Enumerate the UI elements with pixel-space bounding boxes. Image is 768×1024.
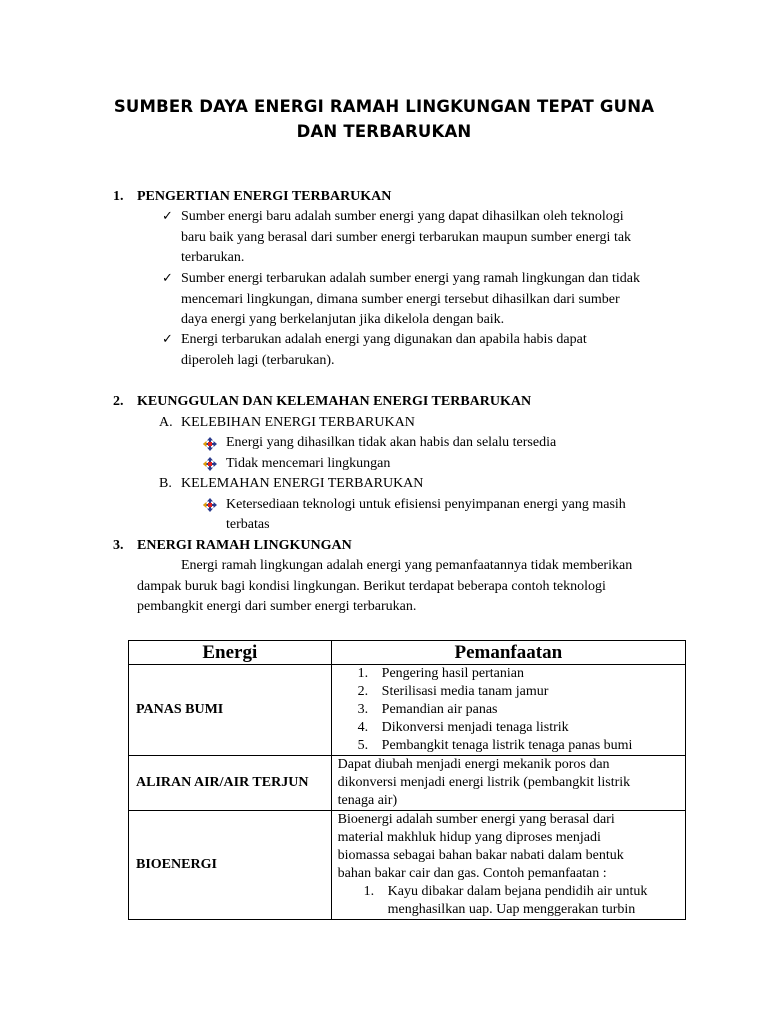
subsection-b-letter: B. bbox=[159, 476, 172, 491]
uses-cell bbox=[331, 756, 685, 811]
four-way-arrow-icon bbox=[203, 457, 217, 471]
section-1-bullet-2-line-1: Sumber energi terbarukan adalah sumber energi yang ramah lingkungan dan tidak bbox=[181, 271, 640, 286]
disadvantage-item-1-line-2: terbatas bbox=[226, 517, 270, 532]
desc-line: material makhluk hidup yang diproses menjadi bbox=[337, 830, 601, 845]
list-text: Dikonversi menjadi tenaga listrik bbox=[381, 720, 569, 735]
list-text: Sterilisasi media tanam jamur bbox=[381, 684, 549, 699]
energy-cell: ALIRAN AIR/AIR TERJUN bbox=[129, 756, 332, 811]
checkmark-icon: ✓ bbox=[162, 270, 173, 285]
list-number: 1. bbox=[357, 666, 369, 681]
section-1-number: 1. bbox=[113, 189, 124, 204]
list-item bbox=[332, 701, 685, 719]
desc-line: bahan bakar cair dan gas. Contoh pemanfaatan : bbox=[337, 866, 607, 881]
section-3-paragraph-line-2: dampak buruk bagi kondisi lingkungan. Berikut terdapat beberapa contoh teknologi bbox=[137, 579, 606, 594]
title-line-2: DAN TERBARUKAN bbox=[296, 122, 472, 141]
list-text: Pemandian air panas bbox=[381, 702, 498, 717]
list-text-continued: menghasilkan uap. Uap menggerakan turbin bbox=[387, 902, 636, 917]
desc-line: dikonversi menjadi energi listrik (pembangkit listrik bbox=[337, 775, 631, 790]
uses-cell bbox=[331, 665, 685, 756]
section-3-heading: ENERGI RAMAH LINGKUNGAN bbox=[137, 538, 352, 553]
list-number: 1. bbox=[363, 884, 375, 899]
energy-table bbox=[128, 640, 686, 920]
desc-line: Dapat diubah menjadi energi mekanik poros dan bbox=[337, 757, 610, 772]
document-title bbox=[0, 94, 768, 144]
four-way-arrow-icon bbox=[203, 498, 217, 512]
section-2-heading: KEUNGGULAN DAN KELEMAHAN ENERGI TERBARUKAN bbox=[137, 394, 532, 409]
section-1-bullet-2-line-2: mencemari lingkungan, dimana sumber energi tersebut dihasilkan dari sumber bbox=[181, 292, 620, 307]
section-3-paragraph-line-3: pembangkit energi dari sumber energi terbarukan. bbox=[137, 599, 417, 614]
section-1-bullet-2-line-3: daya energi yang berkelanjutan jika dikelola dengan baik. bbox=[181, 312, 505, 327]
list-text: Pengering hasil pertanian bbox=[381, 666, 524, 681]
subsection-b-heading: KELEMAHAN ENERGI TERBARUKAN bbox=[181, 476, 424, 491]
section-1-bullet-1-line-2: baru baik yang berasal dari sumber energi terbarukan maupun sumber energi tak bbox=[181, 230, 632, 245]
advantage-item-2: Tidak mencemari lingkungan bbox=[226, 456, 391, 471]
table-row bbox=[129, 811, 686, 920]
table-header-row bbox=[129, 641, 686, 665]
uses-list bbox=[332, 665, 685, 755]
list-number: 3. bbox=[357, 702, 369, 717]
checkmark-icon: ✓ bbox=[162, 331, 173, 346]
desc-line: biomassa sebagai bahan bakar nabati dalam bentuk bbox=[337, 848, 624, 863]
list-item bbox=[332, 737, 685, 755]
energy-cell: BIOENERGI bbox=[129, 811, 332, 920]
section-3-number: 3. bbox=[113, 538, 124, 553]
column-header-energi: Energi bbox=[129, 641, 332, 665]
list-text: Pembangkit tenaga listrik tenaga panas bumi bbox=[381, 738, 633, 753]
list-number: 2. bbox=[357, 684, 369, 699]
subsection-a-letter: A. bbox=[159, 415, 173, 430]
section-1-bullet-3-line-2: diperoleh lagi (terbarukan). bbox=[181, 353, 335, 368]
list-number: 4. bbox=[357, 720, 369, 735]
desc-line: tenaga air) bbox=[337, 793, 398, 808]
table-row bbox=[129, 756, 686, 811]
subsection-a-heading: KELEBIHAN ENERGI TERBARUKAN bbox=[181, 415, 415, 430]
section-1-bullet-1-line-1: Sumber energi baru adalah sumber energi yang dapat dihasilkan oleh teknologi bbox=[181, 209, 624, 224]
section-2-number: 2. bbox=[113, 394, 124, 409]
list-item bbox=[332, 683, 685, 701]
disadvantage-item-1-line-1: Ketersediaan teknologi untuk efisiensi penyimpanan energi yang masih bbox=[226, 497, 626, 512]
list-item bbox=[332, 719, 685, 737]
section-1-bullet-1-line-3: terbarukan. bbox=[181, 250, 245, 265]
list-number: 5. bbox=[357, 738, 369, 753]
title-line-1: SUMBER DAYA ENERGI RAMAH LINGKUNGAN TEPAT GUNA bbox=[113, 97, 655, 116]
energy-cell: PANAS BUMI bbox=[129, 665, 332, 756]
list-item bbox=[338, 883, 685, 901]
list-text: Kayu dibakar dalam bejana pendidih air untuk bbox=[387, 884, 648, 899]
section-1-heading: PENGERTIAN ENERGI TERBARUKAN bbox=[137, 189, 392, 204]
uses-cell bbox=[331, 811, 685, 920]
table-row bbox=[129, 665, 686, 756]
column-header-pemanfaatan: Pemanfaatan bbox=[331, 641, 685, 665]
desc-line: Bioenergi adalah sumber energi yang berasal dari bbox=[337, 812, 615, 827]
list-item bbox=[332, 665, 685, 683]
advantage-item-1: Energi yang dihasilkan tidak akan habis dan selalu tersedia bbox=[226, 435, 557, 450]
four-way-arrow-icon bbox=[203, 437, 217, 451]
section-1-bullet-3-line-1: Energi terbarukan adalah energi yang digunakan dan apabila habis dapat bbox=[181, 332, 587, 347]
section-3-paragraph-line-1: Energi ramah lingkungan adalah energi yang pemanfaatannya tidak memberikan bbox=[181, 558, 633, 573]
checkmark-icon: ✓ bbox=[162, 208, 173, 223]
